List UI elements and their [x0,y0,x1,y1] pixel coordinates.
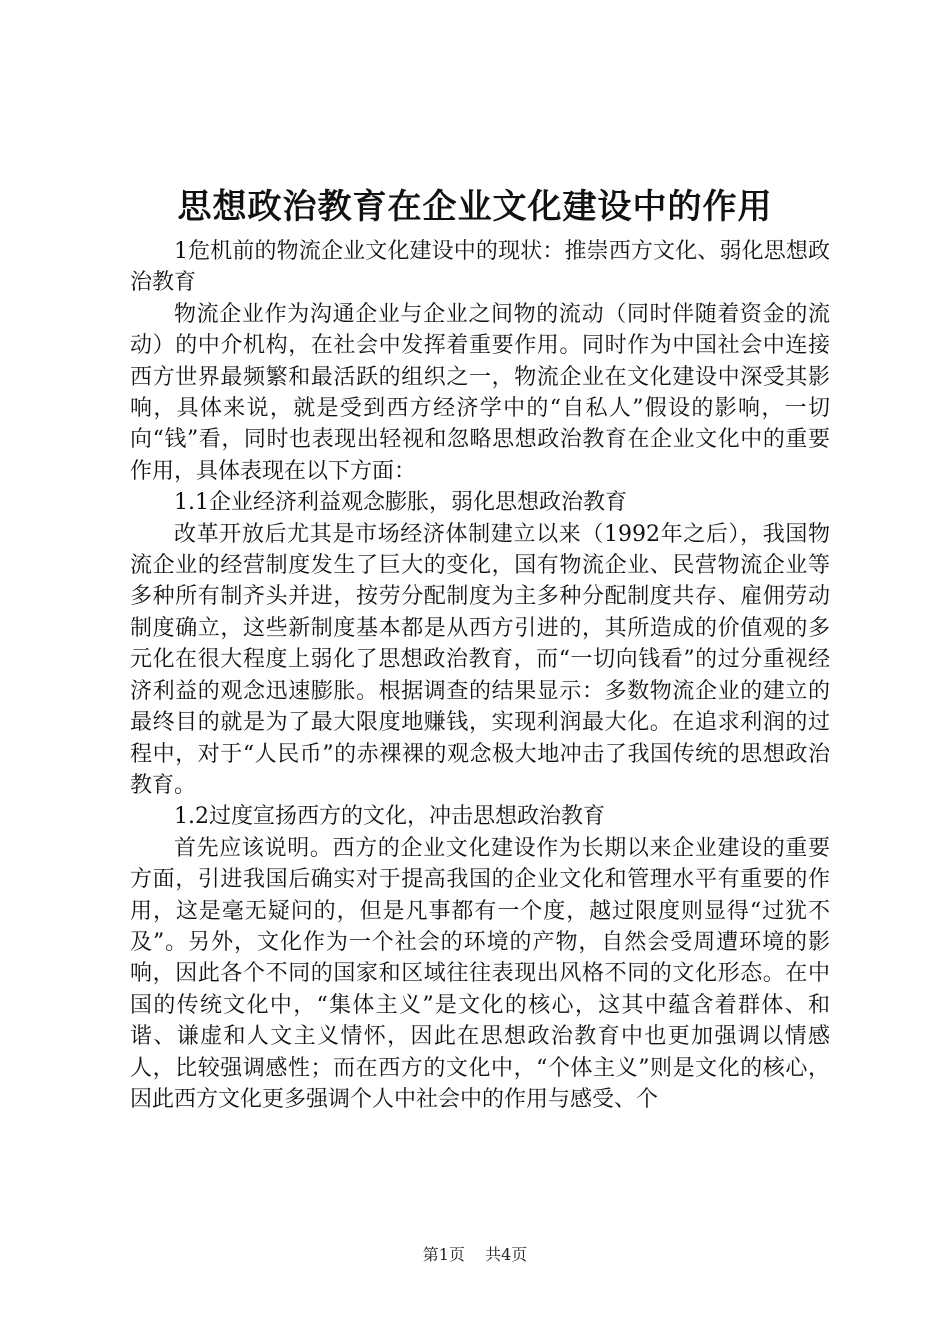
section-heading-1: 1危机前的物流企业文化建设中的现状：推崇西方文化、弱化思想政治教育 [130,239,830,296]
section-heading-1-1: 1.1企业经济利益观念膨胀，弱化思想政治教育 [174,490,627,516]
page-number: 第1页 [422,1245,465,1264]
paragraph-3: 首先应该说明。西方的企业文化建设作为长期以来企业建设的重要方面，引进我国后确实对于提高我国的企业文化和管理水平有重要的作用，这是毫无疑问的，但是凡事都有一个度，越过限度则显得“过犹不及”。另外，文化作为一个社会的环境的产物，自然会受周遭环境的影响，因此各个不同的国家和区域往往表现出风格不同的文化形态。在中国的传统文化中，“集体主义”是文化的核心，这其中蕴含着群体、和谐、谦虚和人文主义情怀，因此在思想政治教育中也更加强调以情感人，比较强调感性；而在西方的文化中，“个体主义”则是文化的核心，因此西方文化更多强调个人中社会中的作用与感受、个 [130,835,830,1112]
document-body [130,236,830,1115]
paragraph-1: 物流企业作为沟通企业与企业之间物的流动（同时伴随着资金的流动）的中介机构，在社会中发挥着重要作用。同时作为中国社会中连接西方世界最频繁和最活跃的组织之一，物流企业在文化建设中深受其影响，具体来说，就是受到西方经济学中的“自私人”假设的影响，一切向“钱”看，同时也表现出轻视和忽略思想政治教育在企业文化中的重要作用，具体表现在以下方面： [130,301,830,484]
section-heading-1-2: 1.2过度宣扬西方的文化，冲击思想政治教育 [174,804,605,830]
page-total: 共4页 [485,1245,528,1264]
document-title: 思想政治教育在企业文化建设中的作用 [177,187,773,227]
paragraph-2: 改革开放后尤其是市场经济体制建立以来（1992年之后），我国物流企业的经营制度发生了巨大的变化，国有物流企业、民营物流企业等多种所有制齐头并进，按劳分配制度为主多种分配制度共存、雇佣劳动制度确立，这些新制度基本都是从西方引进的，其所造成的价值观的多元化在很大程度上弱化了思想政治教育，而“一切向钱看”的过分重视经济利益的观念迅速膨胀。根据调查的结果显示：多数物流企业的建立的最终目的就是为了最大限度地赚钱，实现利润最大化。在追求利润的过程中，对于“人民币”的赤裸裸的观念极大地冲击了我国传统的思想政治教育。 [130,521,830,798]
page-footer [0,1244,950,1266]
